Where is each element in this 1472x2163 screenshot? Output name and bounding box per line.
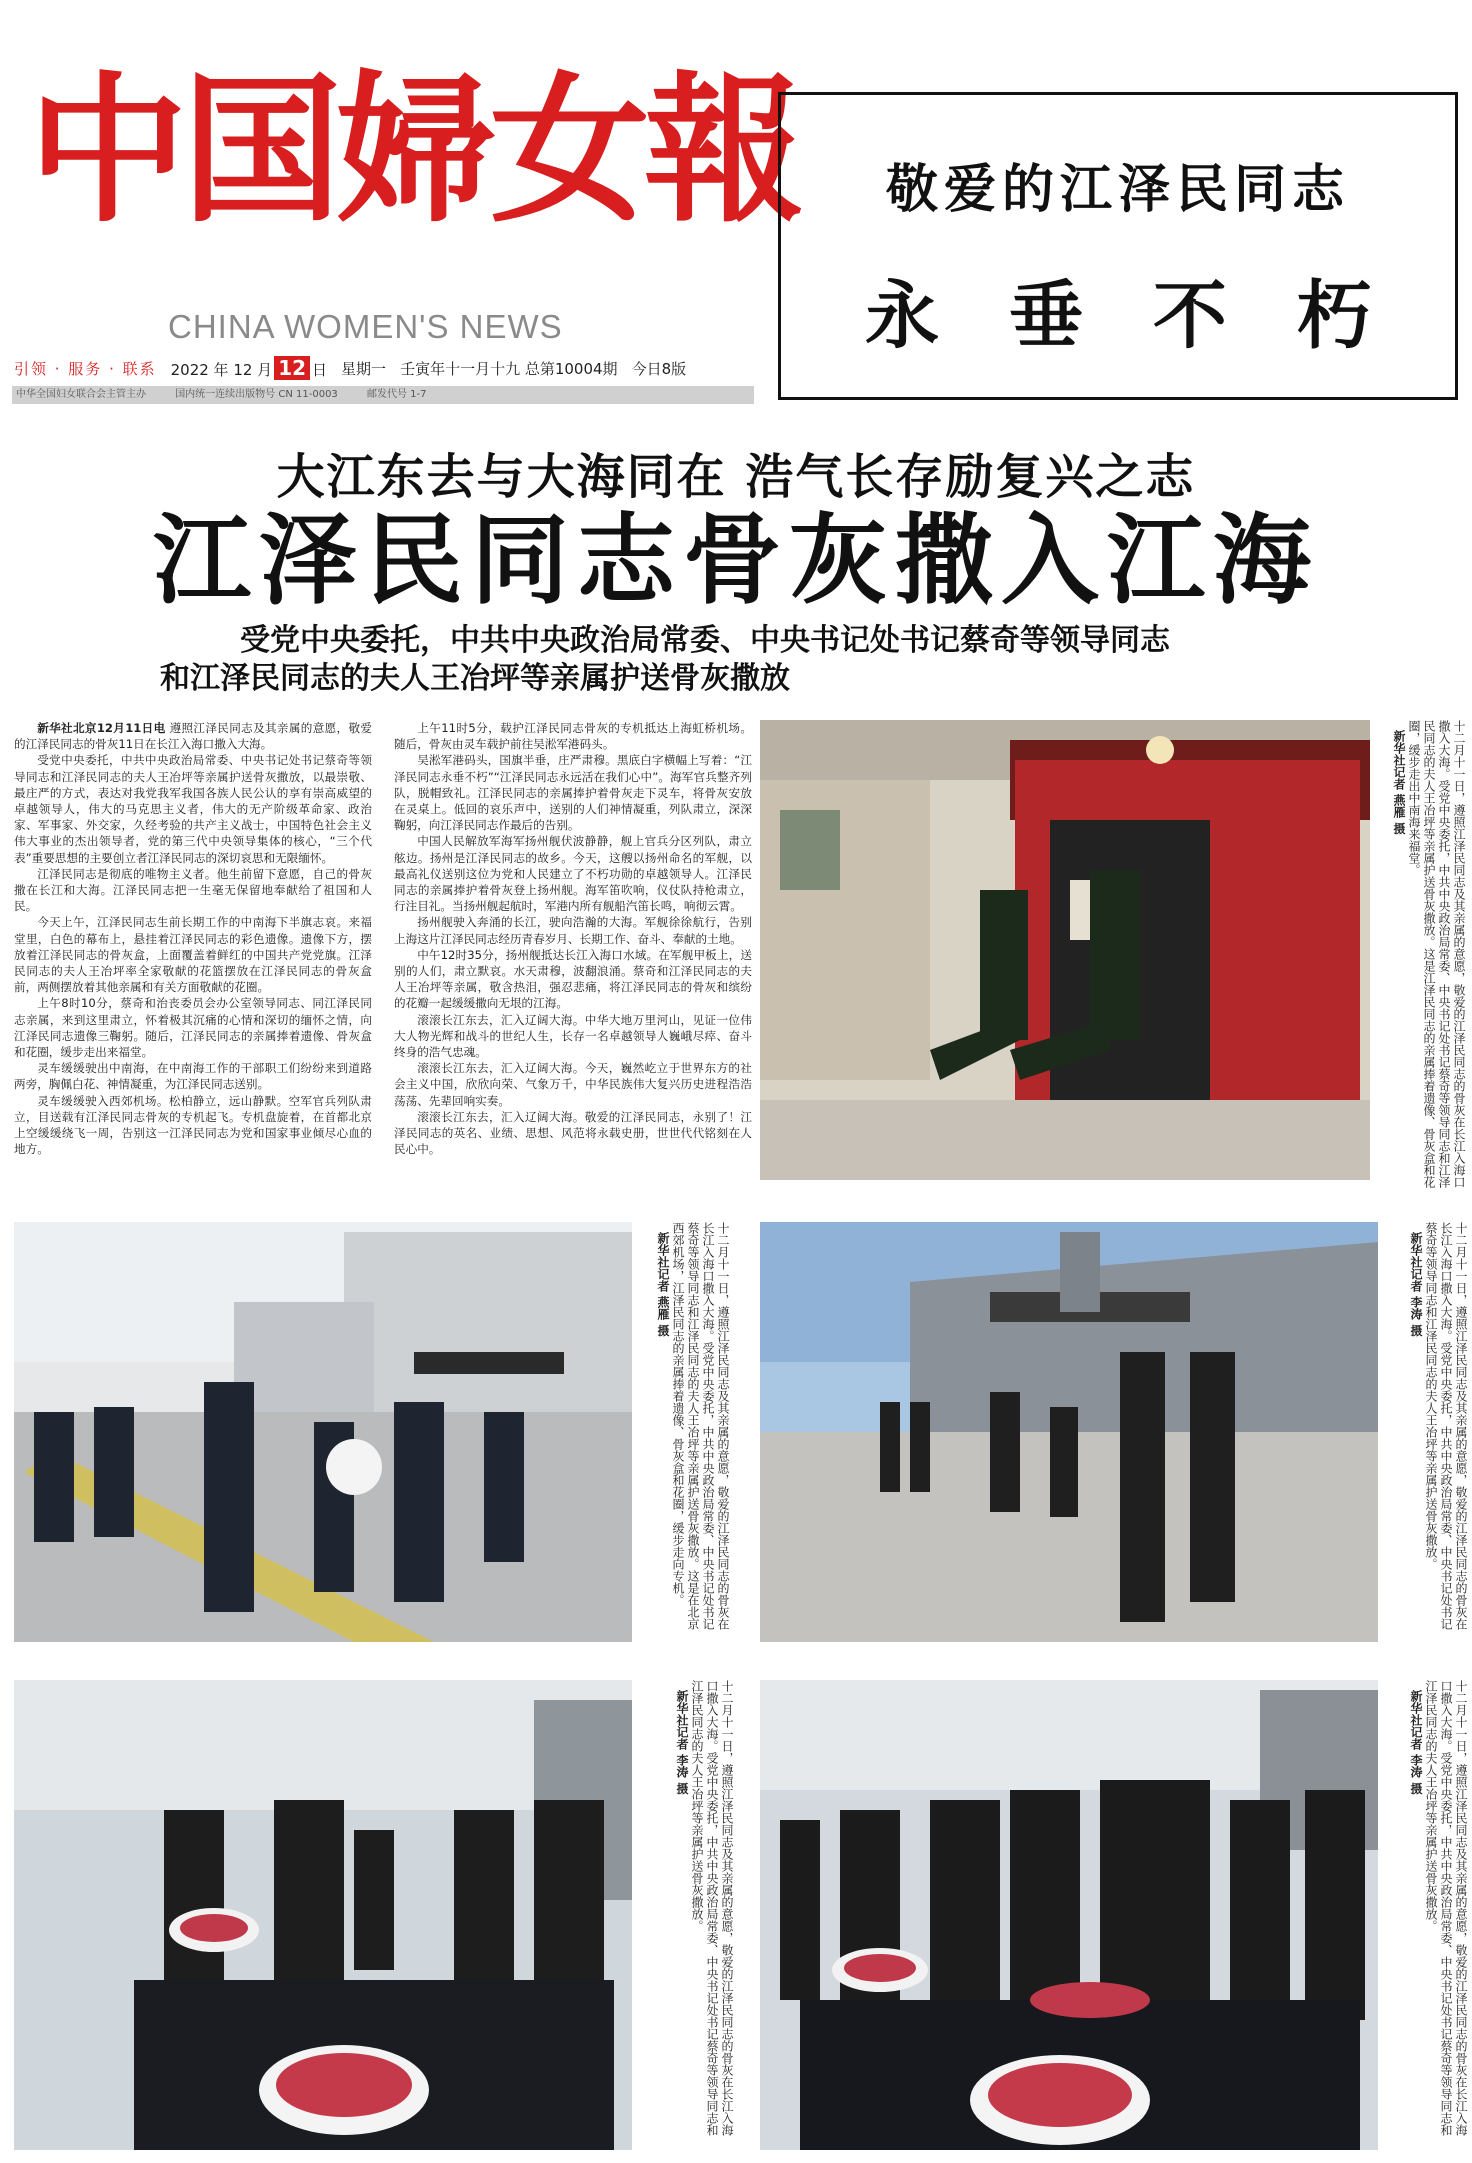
- slogan: 引领 · 服务 · 联系: [14, 359, 157, 378]
- article-dateline: 新华社北京12月11日电: [37, 721, 166, 735]
- memorial-line-2: 永垂不朽: [865, 273, 1441, 359]
- photo-caption-3: 十二月十一日，遵照江泽民同志及其亲属的意愿，敬爱的江泽民同志的骨灰在长江入海口撒入大海。受党中央委托，中共中央政治局常委、中央书记处书记蔡奇等领导同志和江泽民同志的夫人王冶坪等亲属护送骨灰撒放。 新华社记者 李涛 摄: [1409, 1222, 1468, 1630]
- lunar-issue: 壬寅年十一月十九 总第10004期: [400, 359, 618, 378]
- memorial-ear-box: [778, 92, 1458, 400]
- kicker-headline: 大江东去与大海同在 浩气长存励复兴之志: [276, 449, 1196, 505]
- photo-deck-ash-scattering-2: [760, 1680, 1378, 2150]
- photo-caption-1: 十二月十一日，遵照江泽民同志及其亲属的意愿，敬爱的江泽民同志的骨灰在长江入海口撒入大海。受党中央委托，中共中央政治局常委、中央书记处书记蔡奇等领导同志和江泽民同志的夫人王冶坪等亲属护送骨灰撒放。这是江泽民同志的亲属捧着遗像、骨灰盒和花圈，缓步走出中南海来福堂。 新华社记者 燕雁 摄: [1392, 720, 1466, 1188]
- issue-date: 2022 年 12 月 12 日: [170, 356, 328, 380]
- photo-byline: 新华社记者 燕雁 摄: [656, 1232, 670, 1337]
- memorial-line-1: 敬爱的江泽民同志: [885, 160, 1350, 220]
- subheadline: 受党中央委托，中共中央政治局常委、中央书记处书记蔡奇等领导同志 和江泽民同志的夫人王冶坪等亲属护送骨灰撒放: [160, 623, 1170, 696]
- main-headline: 江泽民同志骨灰撒入江海: [152, 504, 1319, 618]
- page-count: 今日8版: [631, 359, 687, 378]
- newspaper-english-name: CHINA WOMEN'S NEWS: [168, 308, 563, 345]
- photo-deck-ash-scattering-1: [14, 1680, 632, 2150]
- photo-airport-procession: [14, 1222, 632, 1642]
- article-body: 新华社北京12月11日电 遵照江泽民同志及其亲属的意愿，敬爱的江泽民同志的骨灰11日在长江入海口撒入大海。 受党中央委托，中共中央政治局常委、中央书记处书记蔡奇等领导同志和江泽民同志的夫人王冶坪等亲属护送骨灰撒放，以最崇敬、最庄严的方式，表达对我党我军我国各族人民公认的享有崇高威望的卓越领导人，伟大的马克思主义者，伟大的无产阶级革命家、政治家、军事家、外交家，久经考验的共产主义战士，中国特色社会主义伟大事业的杰出领导者，党的第三代中央领导集体的核心，“三个代表”重要思想的主要创立者江泽民同志的深切哀思和无限缅怀。 江泽民同志是彻底的唯物主义者。他生前留下意愿，自己的骨灰撒在长江和大海。江泽民同志把一生毫无保留地奉献给了祖国和人民。 今天上午，江泽民同志生前长期工作的中南海下半旗志哀。来福堂里，白色的幕布上，悬挂着江泽民同志的彩色遗像。遗像下方，摆放着江泽民同志的骨灰盒，上面覆盖着鲜红的中国共产党党旗。江泽民同志的夫人王冶坪率全家敬献的花篮摆放在江泽民同志的骨灰盒前，两侧摆放着其他亲属和有关方面敬献的花圈。 上午8时10分，蔡奇和治丧委员会办公室领导同志、同江泽民同志亲属，来到这里肃立，怀着极其沉痛的心情和深切的缅怀之情，向江泽民同志遗像三鞠躬。随后，江泽民同志的亲属捧着遗像、骨灰盒和花圈，缓步走出来福堂。 灵车缓缓驶出中南海，在中南海工作的干部职工们纷纷来到道路两旁，胸佩白花、神情凝重，为江泽民同志送别。 灵车缓缓驶入西郊机场。松柏静立，远山静默。空军官兵列队肃立，目送载有江泽民同志骨灰的专机起飞。专机盘旋着，在首都北京上空缓缓绕飞一周，告别这一江泽民同志为党和国家事业倾尽心血的地方。 上午11时5分，载护江泽民同志骨灰的专机抵达上海虹桥机场。随后，骨灰由灵车载护前往吴淞军港码头。 吴淞军港码头，国旗半垂，庄严肃穆。黑底白字横幅上写着：“江泽民同志永垂不朽”“江泽民同志永远活在我们心中”。海军官兵整齐列队，脱帽致礼。江泽民同志的亲属捧护着骨灰走下灵车，将骨灰安放在灵桌上。低回的哀乐声中，送别的人们神情凝重，列队肃立，深深鞠躬，向江泽民同志作最后的告别。 中国人民解放军海军扬州舰伏波静静，舰上官兵分区列队，肃立舷边。扬州是江泽民同志的故乡。今天，这艘以扬州命名的军舰，以最高礼仪送别这位为党和人民建立了不朽功勋的卓越领导人。江泽民同志的亲属捧护着骨灰登上扬州舰。海军笛吹响，仪仗队持枪肃立，行注目礼。当扬州舰起航时，军港内所有舰船汽笛长鸣，响彻云霄。 扬州舰驶入奔涌的长江，驶向浩瀚的大海。军舰徐徐航行，告别上海这片江泽民同志经历青春岁月、长期工作、奋斗、奉献的土地。 中午12时35分，扬州舰抵达长江入海口水域。在军舰甲板上，送别的人们，肃立默哀。水天肃穆，波翻浪涌。蔡奇和江泽民同志的夫人王冶坪等亲属，敬含热泪，强忍悲痛，将江泽民同志的骨灰和缤纷的花瓣一起缓缓撒向无垠的江海。 滚滚长江东去，汇入辽阔大海。中华大地万里河山，见证一位伟大人物光辉和战斗的世纪人生，长存一名卓越领导人巍峨尽瘁、奋斗终身的浩气忠魂。 滚滚长江东去，汇入辽阔大海。今天，巍然屹立于世界东方的社会主义中国，欣欣向荣、气象万千，中华民族伟大复兴历史进程浩浩荡荡、先辈回响实奏。 滚滚长江东去，汇入辽阔大海。敬爱的江泽民同志，永别了！江泽民同志的英名、业绩、思想、风范将永载史册，世世代代铭刻在人民心中。: [14, 721, 752, 1157]
- day-badge: 12: [274, 356, 310, 380]
- weekday: 星期一: [341, 359, 387, 378]
- newspaper-logo: 中国婦女報: [28, 56, 799, 244]
- photo-caption-4: 十二月十一日，遵照江泽民同志及其亲属的意愿，敬爱的江泽民同志的骨灰在长江入海口撒入大海。受党中央委托，中共中央政治局常委、中央书记处书记蔡奇等领导同志和江泽民同志的夫人王冶坪等亲属护送骨灰撒放。 新华社记者 李涛 摄: [640, 1680, 734, 2140]
- registration-line: 中华全国妇女联合会主管主办 国内统一连续出版物号 CN 11-0003 邮发代号 1-7: [12, 386, 754, 404]
- photo-byline: 新华社记者 李涛 摄: [675, 1690, 689, 1795]
- photo-caption-2: 十二月十一日，遵照江泽民同志及其亲属的意愿，敬爱的江泽民同志的骨灰在长江入海口撒入大海。受党中央委托，中共中央政治局常委、中央书记处书记蔡奇等领导同志和江泽民同志的夫人王冶坪等亲属护送骨灰撒放。这是在北京西郊机场，江泽民同志的亲属捧着遗像、骨灰盒和花圈，缓步走向专机。 新华社记者 燕雁 摄: [656, 1222, 730, 1630]
- photo-byline: 新华社记者 燕雁 摄: [1392, 730, 1406, 835]
- photo-byline: 新华社记者 李涛 摄: [1409, 1690, 1423, 1795]
- dateline: [14, 355, 754, 381]
- photo-caption-5: 十二月十一日，遵照江泽民同志及其亲属的意愿，敬爱的江泽民同志的骨灰在长江入海口撒入大海。受党中央委托，中共中央政治局常委、中央书记处书记蔡奇等领导同志和江泽民同志的夫人王冶坪等亲属护送骨灰撒放。 新华社记者 李涛 摄: [1384, 1680, 1468, 2140]
- photo-honor-guard-doorway: [760, 720, 1370, 1180]
- photo-byline: 新华社记者 李涛 摄: [1409, 1232, 1423, 1337]
- photo-warship-pier: [760, 1222, 1378, 1642]
